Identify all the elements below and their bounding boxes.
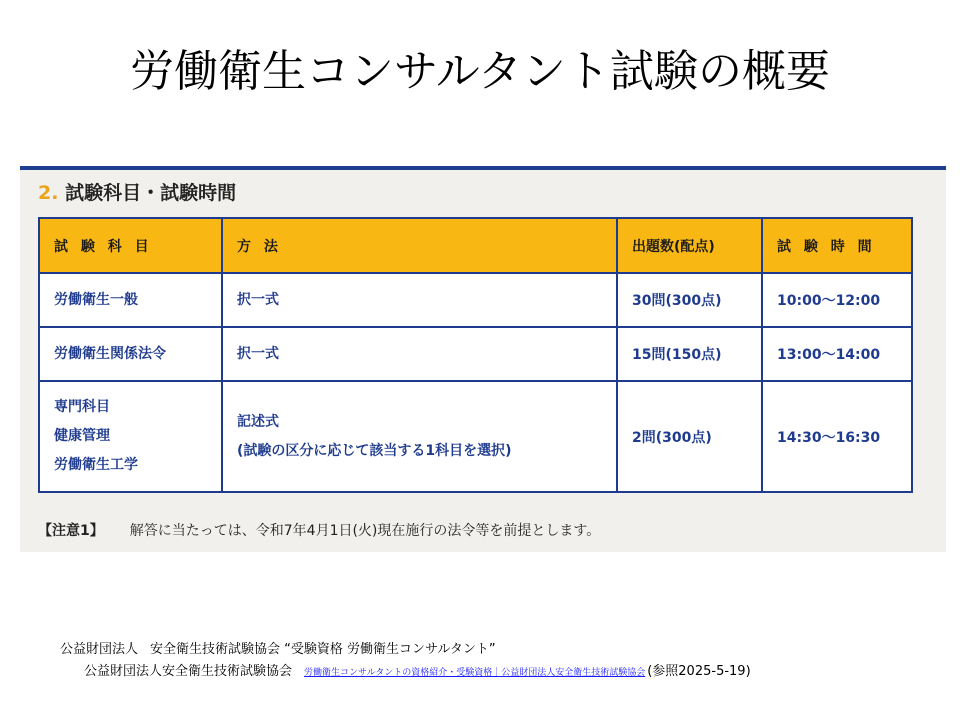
note [38, 520, 600, 540]
cell-time: 10:00～12:00 [762, 273, 912, 327]
header-count: 出題数(配点) [617, 218, 762, 273]
method-text: 択一式 [237, 291, 279, 308]
cell-method [222, 381, 617, 492]
table-row [39, 327, 912, 381]
subject-text: 労働衛生一般 [54, 291, 138, 308]
note-text: 解答に当たっては、令和7年4月1日(火)現在施行の法令等を前提とします。 [129, 523, 601, 539]
source-citation-line2 [84, 660, 751, 679]
section-heading-text: 試験科目・試験時間 [65, 182, 237, 204]
cell-count: 30問(300点) [617, 273, 762, 327]
cell-subject [39, 381, 222, 492]
cell-count: 15問(150点) [617, 327, 762, 381]
header-time: 試 験 時 間 [762, 218, 912, 273]
subject-text: 健康管理 [54, 428, 110, 445]
page-title: 労働衛生コンサルタント試験の概要 [129, 46, 831, 97]
exam-table [38, 217, 913, 493]
citation-date: (参照2025-5-19) [647, 664, 751, 679]
cell-time: 14:30～16:30 [762, 381, 912, 492]
section-heading [38, 178, 236, 205]
exam-info-panel [20, 166, 946, 552]
table-row [39, 381, 912, 492]
subject-text: 労働衛生工学 [54, 457, 138, 474]
citation-link[interactable]: 労働衛生コンサルタントの資格紹介・受験資格｜公益財団法人安全衛生技術試験協会 [304, 668, 646, 678]
section-number: 2. [38, 182, 59, 204]
method-text: 択一式 [237, 345, 279, 362]
table-row [39, 273, 912, 327]
cell-method [222, 273, 617, 327]
citation-title: 安全衛生技術試験協会 “受験資格 労働衛生コンサルタント” [150, 642, 496, 657]
citation-org-prefix: 公益財団法人 [60, 642, 139, 657]
source-citation-line1 [60, 638, 496, 657]
header-subject: 試 験 科 目 [39, 218, 222, 273]
cell-method [222, 327, 617, 381]
subject-text: 専門科目 [54, 399, 110, 416]
cell-count: 2問(300点) [617, 381, 762, 492]
cell-subject [39, 273, 222, 327]
cell-subject [39, 327, 222, 381]
table-header-row [39, 218, 912, 273]
note-tag: 【注意1】 [38, 523, 104, 539]
header-method: 方 法 [222, 218, 617, 273]
citation-org: 公益財団法人安全衛生技術試験協会 [84, 664, 293, 679]
method-text: 記述式 [237, 413, 279, 430]
subject-text: 労働衛生関係法令 [54, 345, 166, 362]
method-text: (試験の区分に応じて該当する1科目を選択) [237, 442, 512, 459]
cell-time: 13:00～14:00 [762, 327, 912, 381]
